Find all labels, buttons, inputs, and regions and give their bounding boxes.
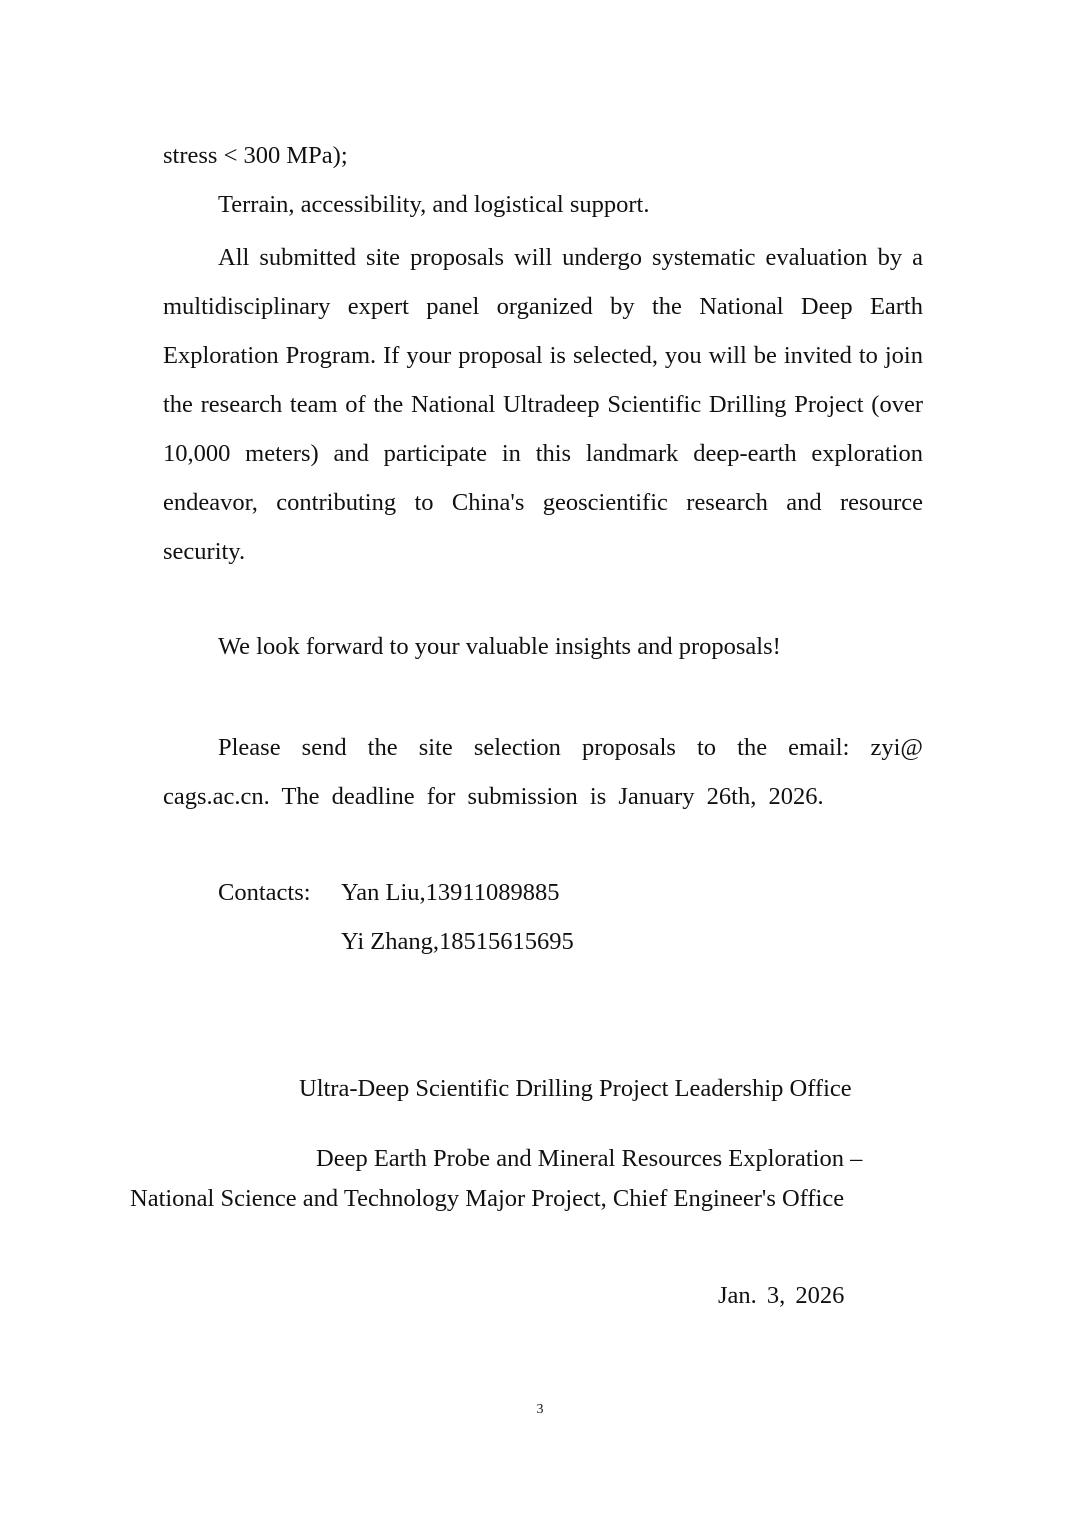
evaluation-paragraph: All submitted site proposals will undergo systematic evaluation by a multidisciplinary expert panel organized by the National Deep Earth Exploration Program. If your proposal is selected, you will be invited to join the research team of the National Ultradeep Scientific Drilling Project (over 10,000 meters) and participate in this landmark deep-earth exploration endeavor, contributing to China's geoscientific research and resource security. <box>163 244 923 565</box>
document-date: Jan. 3, 2026 <box>718 1282 845 1309</box>
submission-line-1: Please send the site selection proposals to the email: zyi@ <box>218 734 923 761</box>
text-line-stress: stress < 300 MPa); <box>163 142 348 169</box>
evaluation-paragraph-block <box>163 233 923 576</box>
page-number: 3 <box>536 1402 544 1417</box>
submission-line-2: cags.ac.cn. The deadline for submission is January 26th, 2026. <box>163 783 824 810</box>
text-line-terrain: Terrain, accessibility, and logistical support. <box>218 191 650 218</box>
contact-entry-1: Yan Liu,13911089885 <box>341 879 560 906</box>
signature-office-2-line-2: National Science and Technology Major Project, Chief Engineer's Office <box>130 1185 845 1212</box>
contact-entry-2: Yi Zhang,18515615695 <box>341 928 574 955</box>
signature-office-1: Ultra-Deep Scientific Drilling Project Leadership Office <box>299 1075 852 1102</box>
signature-office-2-line-1: Deep Earth Probe and Mineral Resources Exploration – <box>316 1145 863 1172</box>
submission-paragraph-block <box>163 723 923 821</box>
contacts-label: Contacts: <box>218 879 311 906</box>
text-line-look-forward: We look forward to your valuable insights and proposals! <box>218 633 781 660</box>
